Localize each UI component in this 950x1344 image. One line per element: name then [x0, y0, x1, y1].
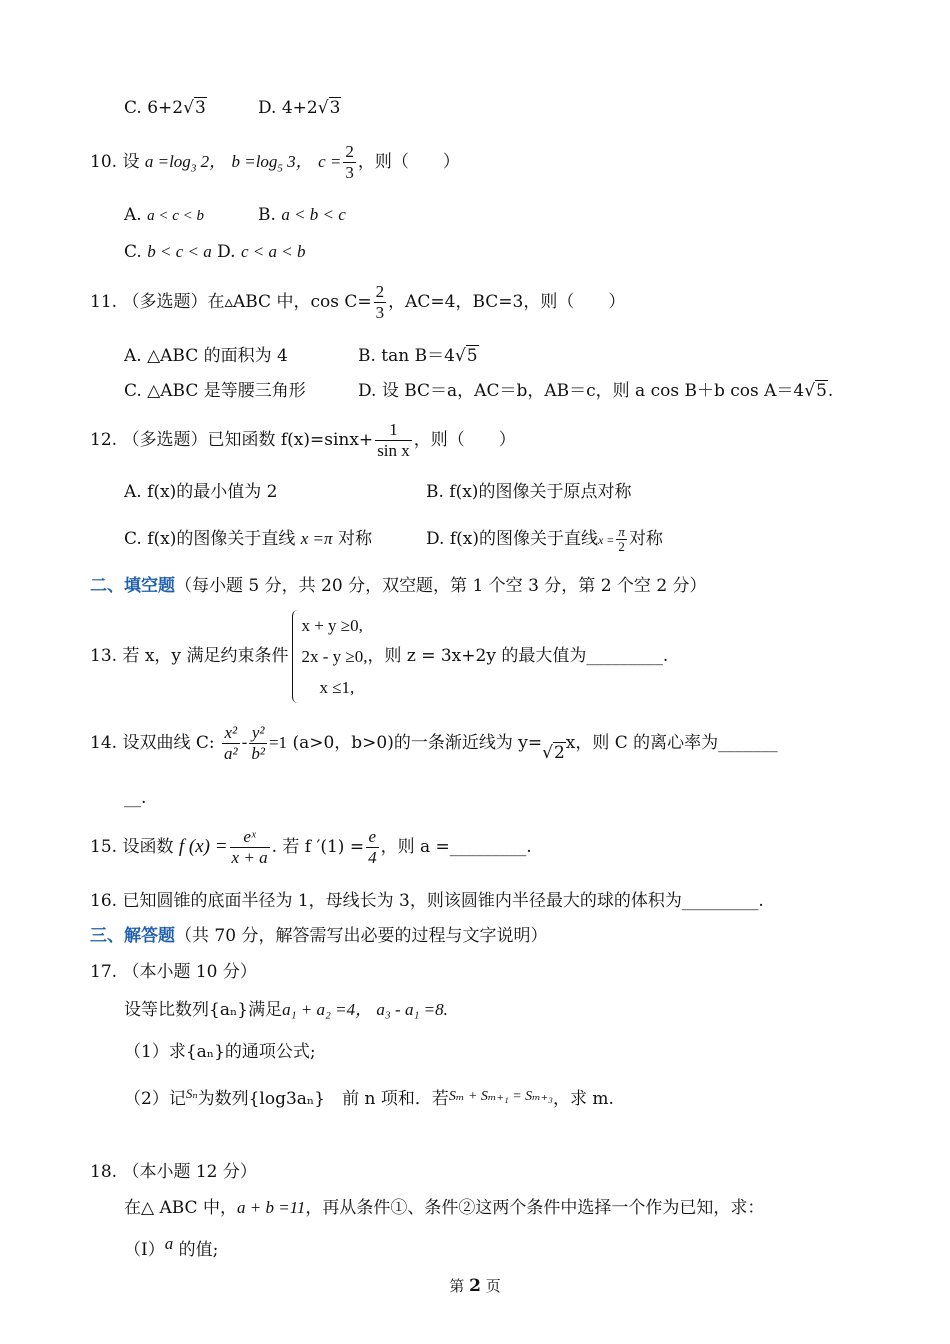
- q11-text: 11. （多选题）在▵ABC 中，cos C=: [90, 292, 372, 312]
- q10-option-b: B. a < b < c: [258, 205, 346, 225]
- q10-b-def: $b =\log_5$ 3，: [231, 152, 313, 175]
- q13-constraint-system: [292, 610, 367, 703]
- q14-continuation: __.: [124, 788, 147, 808]
- section-3-title: 三、解答题: [90, 926, 175, 946]
- q13-text: 13. 若 x，y 满足约束条件: [90, 646, 289, 666]
- page-footer: [0, 1275, 950, 1296]
- sqrt-symbol: √5: [804, 381, 827, 401]
- q10-c-fraction: $\frac{2}{3}$: [345, 142, 354, 182]
- section-3-desc: （共 70 分，解答需写出必要的过程与文字说明）: [175, 926, 548, 946]
- q10-number: 10. 设: [90, 152, 140, 172]
- q14-stem: 14. 设双曲线 C: $\frac{\text{x²}}{\text{a²}}$ - $\frac{\text{y²}}{\text{b²}}$ =1 (a>0，b>0)的一条渐近线为 y=√2x，则 C 的离心率为_______: [90, 716, 778, 780]
- q11-option-c: C. △ABC 是等腰三角形: [124, 381, 306, 401]
- q18-stem: 在△ ABC 中，a + b =11，再从条件①、条件②这两个条件中选择一个作为已知，求：: [124, 1198, 765, 1218]
- q12-d-fraction: $\frac{\pi}{2}$: [618, 524, 625, 554]
- q18-heading: 18. （本小题 12 分）: [90, 1162, 257, 1182]
- q12-option-d: D. f(x)的图像关于直线x = $\frac{\pi}{2}$ 对称: [426, 524, 663, 554]
- q12-tail: ，则（ ）: [413, 430, 516, 450]
- q14-fraction-y: $\frac{\text{y²}}{\text{b²}}$: [251, 723, 265, 763]
- q13-cond-2: 2x - y ≥0,: [301, 647, 368, 666]
- q15-stem: 15. 设函数 f (x) = $\frac{\text{eˣ}}{x + a}$ . 若 f ′(1) = $\frac{e}{4}$ ，则 a =_________.: [90, 827, 532, 867]
- q10-option-c: C. b < c < a D. c < a < b: [124, 242, 306, 262]
- q15-e-fraction: $\frac{e}{4}$: [368, 827, 377, 867]
- sqrt-symbol: √3: [183, 98, 206, 118]
- q15-text: 15. 设函数: [90, 837, 174, 857]
- q17-part-1: （1）求{aₙ}的通项公式;: [124, 1042, 316, 1062]
- q11-tail: ，AC=4，BC=3，则（ ）: [388, 292, 626, 312]
- q13-stem: [90, 606, 668, 706]
- q9-option-d: [258, 96, 341, 120]
- q17-heading: 17. （本小题 10 分）: [90, 962, 257, 982]
- sqrt-symbol: √2: [542, 743, 565, 763]
- q17-part-2: （2）记$^{S_n}$为数列{log3aₙ} 前 n 项和．若$^{S_m + S_{m+1} = S_{m+3}}$，求 m.: [124, 1086, 614, 1109]
- q17-stem: 设等比数列{aₙ}满足a₁ + a₂ =4， a₃ - a₁ =8.: [124, 1000, 448, 1020]
- q11-option-d: D. 设 BC＝a，AC＝b，AB＝c，则 a cos B＋b cos A＝4√5.: [358, 381, 834, 401]
- q12-fraction: $\frac{1}{\text{sin x}}$: [377, 420, 410, 460]
- footer-post: 页: [485, 1277, 501, 1295]
- q10-c-def: c =: [318, 152, 342, 171]
- q14-fraction-x: $\frac{\text{x²}}{\text{a²}}$: [223, 723, 238, 763]
- q10-stem: [90, 142, 460, 188]
- q12-option-c: C. f(x)的图像关于直线 x =π 对称: [124, 529, 372, 549]
- q15-fraction: $\frac{\text{eˣ}}{x + a}$: [231, 827, 268, 867]
- sqrt-symbol: √3: [317, 98, 341, 118]
- q13-cond-3: x ≤1,: [319, 678, 355, 697]
- page-number: 2: [469, 1276, 481, 1296]
- q12-text: 12. （多选题）已知函数 f(x)=sinx+: [90, 430, 374, 450]
- q9-option-c-label: C. 6+2: [124, 98, 184, 118]
- sqrt-symbol: √5: [454, 346, 478, 366]
- section-2-title: 二、填空题: [90, 576, 175, 596]
- q9-option-c: [124, 96, 207, 120]
- q14-text: 14. 设双曲线 C:: [90, 733, 215, 753]
- q11-stem: [90, 280, 625, 324]
- section-3-heading: [90, 924, 547, 948]
- q10-tail: ，则（ ）: [357, 152, 460, 172]
- q11-option-b: B. tan B＝4√5: [358, 346, 478, 366]
- q9-option-d-label: D. 4+2: [258, 98, 318, 118]
- q10-a-def: $a =\log_3$ 2，: [144, 152, 227, 175]
- q13-cond-1: x + y ≥0,: [301, 616, 363, 635]
- q10-option-a: A. a < c < b: [124, 205, 204, 225]
- section-2-heading: [90, 574, 707, 598]
- q18-part-1: （Ⅰ）a 的值;: [124, 1234, 219, 1260]
- q16-text: 16. 已知圆锥的底面半径为 1，母线长为 3，则该圆锥内半径最大的球的体积为_________.: [90, 891, 764, 911]
- q12-stem: [90, 418, 516, 462]
- q11-fraction: $\frac{2}{3}$: [375, 282, 385, 322]
- q12-option-a: A. f(x)的最小值为 2: [124, 482, 278, 502]
- footer-pre: 第: [449, 1277, 465, 1295]
- q13-tail: ，则 z = 3x+2y 的最大值为_________.: [367, 646, 669, 666]
- q12-option-b: B. f(x)的图像关于原点对称: [426, 482, 632, 502]
- q11-option-a: A. △ABC 的面积为 4: [124, 346, 288, 366]
- section-2-desc: （每小题 5 分，共 20 分，双空题，第 1 个空 3 分，第 2 个空 2 分）: [175, 576, 707, 596]
